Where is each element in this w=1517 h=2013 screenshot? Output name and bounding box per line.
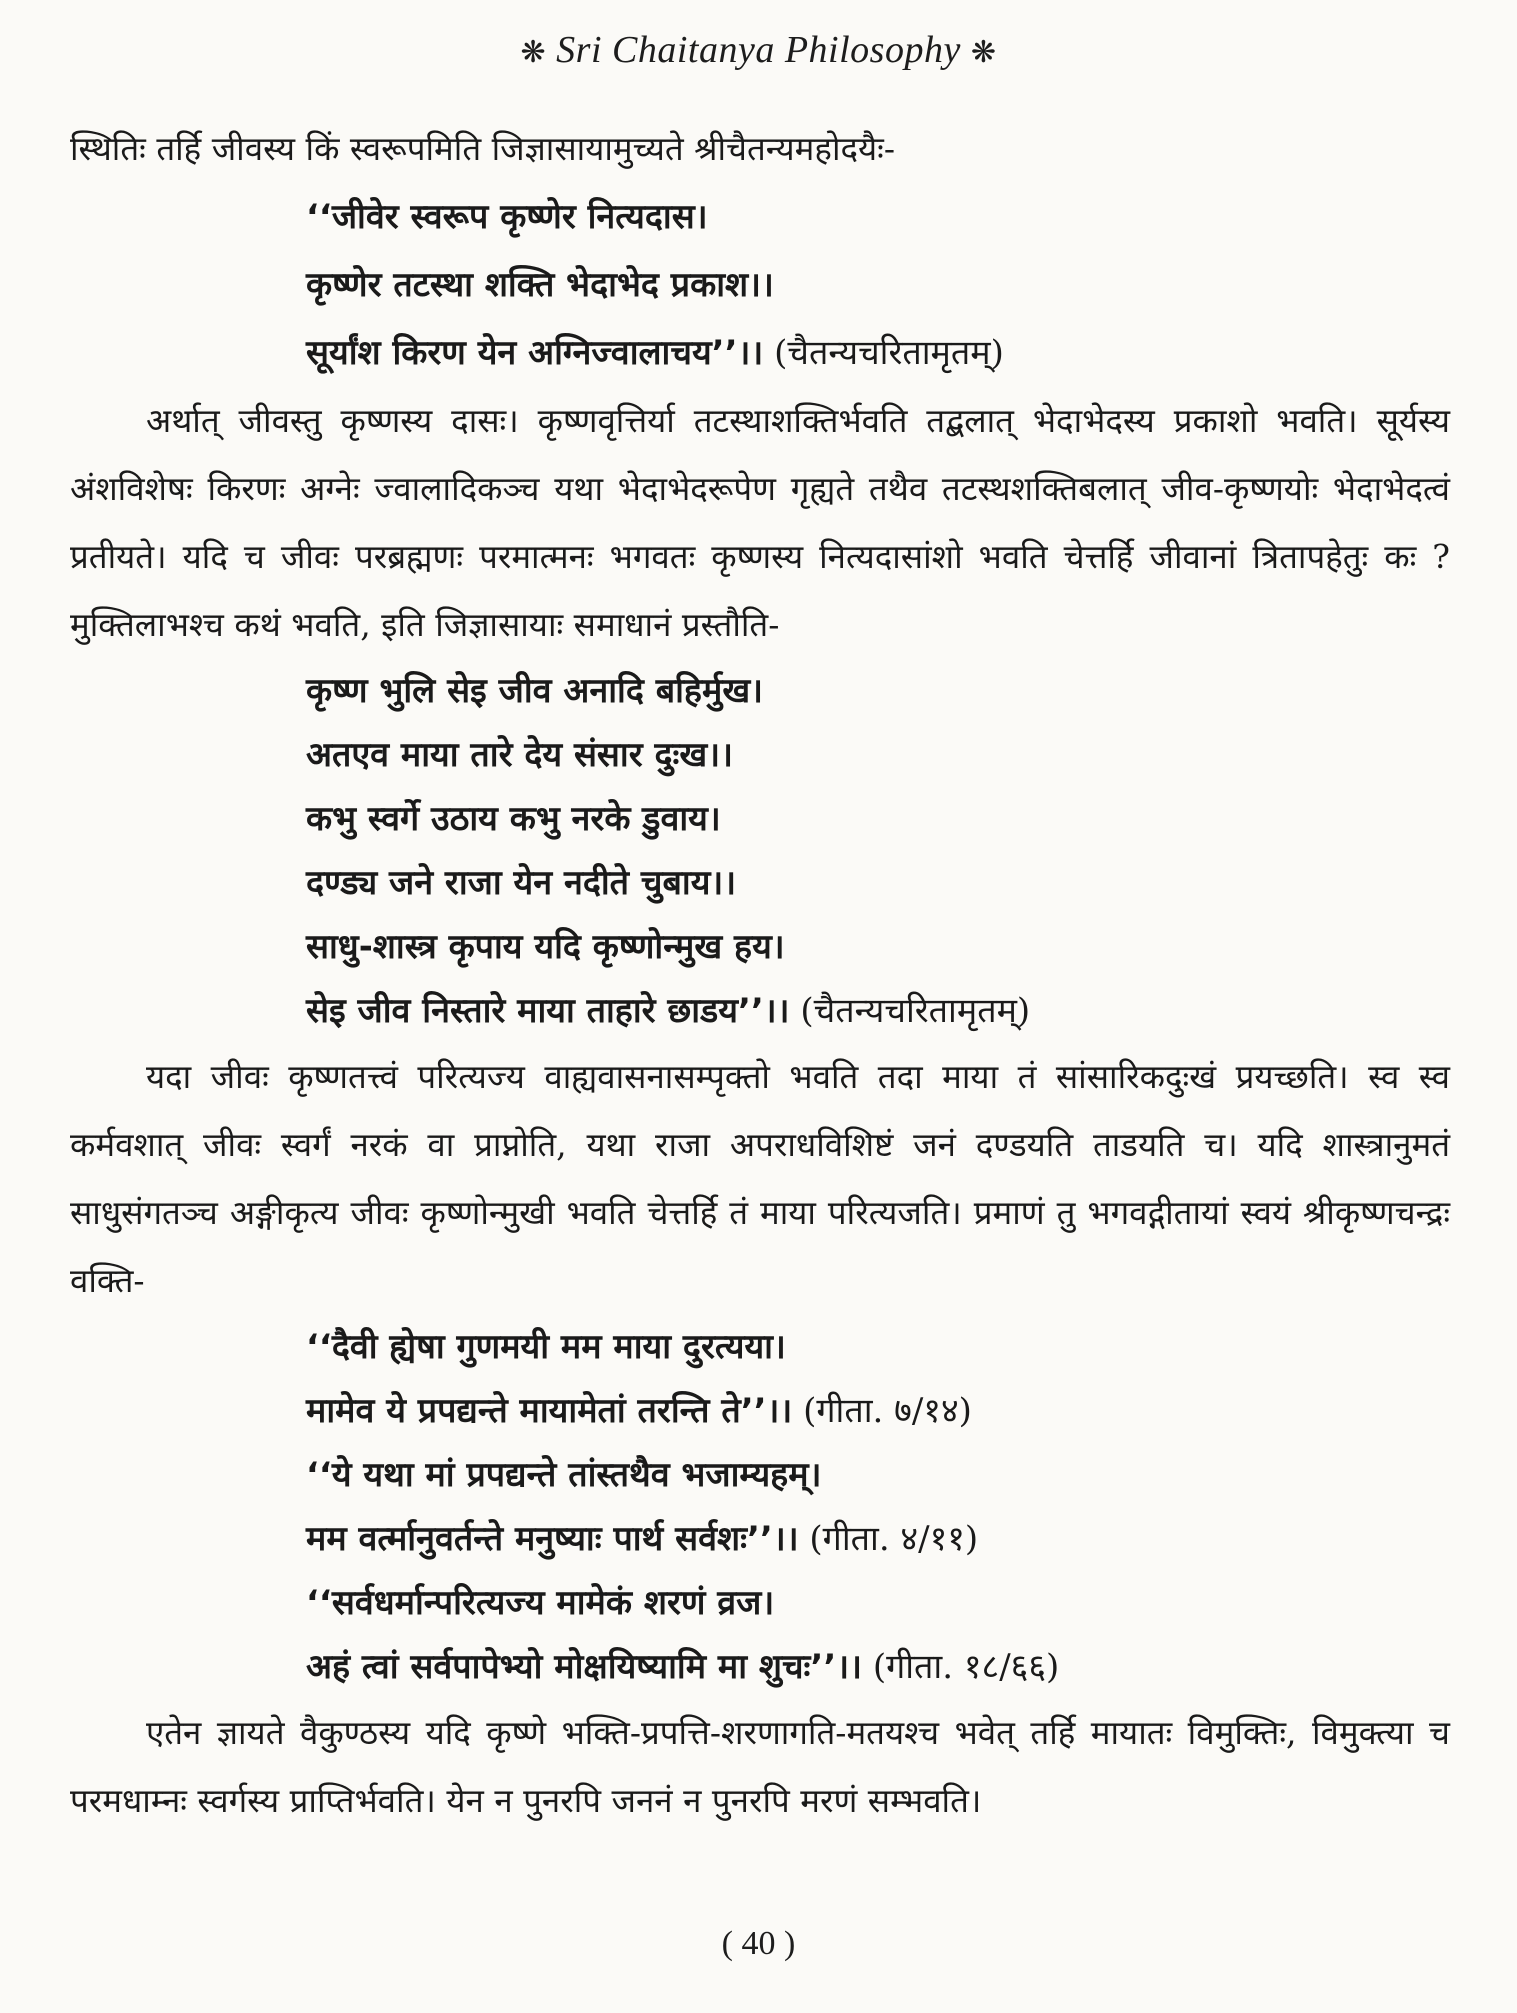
verse-line xyxy=(306,1635,1450,1699)
commentary-paragraph-1: अर्थात् जीवस्तु कृष्णस्य दासः। कृष्णवृत्तिर्या तटस्थाशक्तिर्भवति तद्बलात् भेदाभेदस्य प्रकाशो भवति। सूर्यस्य अंशविशेषः किरणः अग्नेः ज्वालादिकञ्च यथा भेदाभेदरूपेण गृह्यते तथैव तटस्थशक्तिबलात् जीव-कृष्णयोः भेदाभेदत्वं प्रतीयते। यदि च जीवः परब्रह्मणः परमात्मनः भगवतः कृष्णस्य नित्यदासांशो भवति चेत्तर्हि जीवानां त्रितापहेतुः कः ? मुक्तिलाभश्च कथं भवति, इति जिज्ञासायाः समाधानं प्रस्तौति- xyxy=(70,401,1450,644)
commentary-paragraph-3: एतेन ज्ञायते वैकुण्ठस्य यदि कृष्णे भक्ति-प्रपत्ति-शरणागति-मतयश्च भवेत् तर्हि मायातः विमुक्तिः, विमुक्त्या च परमधाम्नः स्वर्गस्य प्राप्तिर्भवति। येन न पुनरपि जननं न पुनरपि मरणं सम्भवति। xyxy=(70,1713,1450,1820)
running-header xyxy=(0,28,1517,72)
verse-line xyxy=(306,659,1450,723)
ornament-left-icon: ❋ xyxy=(520,36,547,69)
verse-text: साधु-शास्त्र कृपाय यदि कृष्णोन्मुख हय। xyxy=(306,927,785,967)
verse-reference: (गीता. १८/६६) xyxy=(862,1647,1060,1687)
verse-line xyxy=(306,319,1450,387)
verse-line xyxy=(306,1571,1450,1635)
verse-reference: (चैतन्यचरितामृतम्) xyxy=(789,991,1031,1031)
verse-block-chaitanya-1 xyxy=(70,183,1450,387)
verse-text: दण्ड्य जने राजा येन नदीते चुबाय।। xyxy=(306,863,737,903)
ornament-right-icon: ❋ xyxy=(970,36,997,69)
verse-text: कृष्णेर तटस्था शक्ति भेदाभेद प्रकाश।। xyxy=(306,265,774,305)
verse-line xyxy=(306,979,1450,1043)
verse-reference: (गीता. ७/१४) xyxy=(792,1391,972,1431)
verse-line xyxy=(306,183,1450,251)
verse-text: ‘‘दैवी ह्येषा गुणमयी मम माया दुरत्यया। xyxy=(306,1327,786,1367)
verse-text: सूर्यांश किरण येन अग्निज्वालाचय’’।। xyxy=(306,333,764,373)
verse-text: मामेव ये प्रपद्यन्ते मायामेतां तरन्ति ते’’।। xyxy=(306,1391,793,1431)
verse-block-chaitanya-2 xyxy=(70,659,1450,1043)
verse-line xyxy=(306,787,1450,851)
verse-text: कृष्ण भुलि सेइ जीव अनादि बहिर्मुख। xyxy=(306,671,764,711)
verse-line xyxy=(306,1379,1450,1443)
verse-line xyxy=(306,1507,1450,1571)
verse-text: अहं त्वां सर्वपापेभ्यो मोक्षयिष्यामि मा शुचः’’।। xyxy=(306,1647,863,1687)
verse-text: कभु स्वर्गे उठाय कभु नरके डुवाय। xyxy=(306,799,721,839)
verse-text: अतएव माया तारे देय संसार दुःख।। xyxy=(306,735,733,775)
verse-reference: (गीता. ४/११) xyxy=(798,1519,979,1559)
verse-line xyxy=(306,915,1450,979)
verse-line xyxy=(306,851,1450,915)
verse-text: मम वर्त्मानुवर्तन्ते मनुष्याः पार्थ सर्वशः’’।। xyxy=(306,1519,799,1559)
verse-reference: (चैतन्यचरितामृतम्) xyxy=(763,333,1004,373)
intro-paragraph: स्थितिः तर्हि जीवस्य किं स्वरूपमिति जिज्ञासायामुच्यते श्रीचैतन्यमहोदयैः- xyxy=(70,129,895,168)
verse-text: ‘‘ये यथा मां प्रपद्यन्ते तांस्तथैव भजाम्यहम्। xyxy=(306,1455,822,1495)
commentary-paragraph-2: यदा जीवः कृष्णतत्त्वं परित्यज्य वाह्यवासनासम्पृक्तो भवति तदा माया तं सांसारिकदुःखं प्रयच्छति। स्व स्व कर्मवशात् जीवः स्वर्गं नरकं वा प्राप्नोति, यथा राजा अपराधविशिष्टं जनं दण्डयति ताडयति च। यदि शास्त्रानुमतं साधुसंगतञ्च अङ्गीकृत्य जीवः कृष्णोन्मुखी भवति चेत्तर्हि तं माया परित्यजति। प्रमाणं तु भगवद्गीतायां स्वयं श्रीकृष्णचन्द्रः वक्ति- xyxy=(70,1057,1450,1300)
page-body xyxy=(70,115,1450,1835)
verse-line xyxy=(306,723,1450,787)
verse-line xyxy=(306,1315,1450,1379)
page-number: ( 40 ) xyxy=(721,1925,796,1962)
verse-text: ‘‘सर्वधर्मान्परित्यज्य मामेकं शरणं व्रज। xyxy=(306,1583,775,1623)
verse-block-gita xyxy=(70,1315,1450,1699)
running-header-title: Sri Chaitanya Philosophy xyxy=(556,29,961,71)
verse-line xyxy=(306,1443,1450,1507)
verse-text: सेइ जीव निस्तारे माया ताहारे छाडय’’।। xyxy=(306,991,790,1031)
verse-line xyxy=(306,251,1450,319)
verse-text: ‘‘जीवेर स्वरूप कृष्णेर नित्यदास। xyxy=(306,197,708,237)
